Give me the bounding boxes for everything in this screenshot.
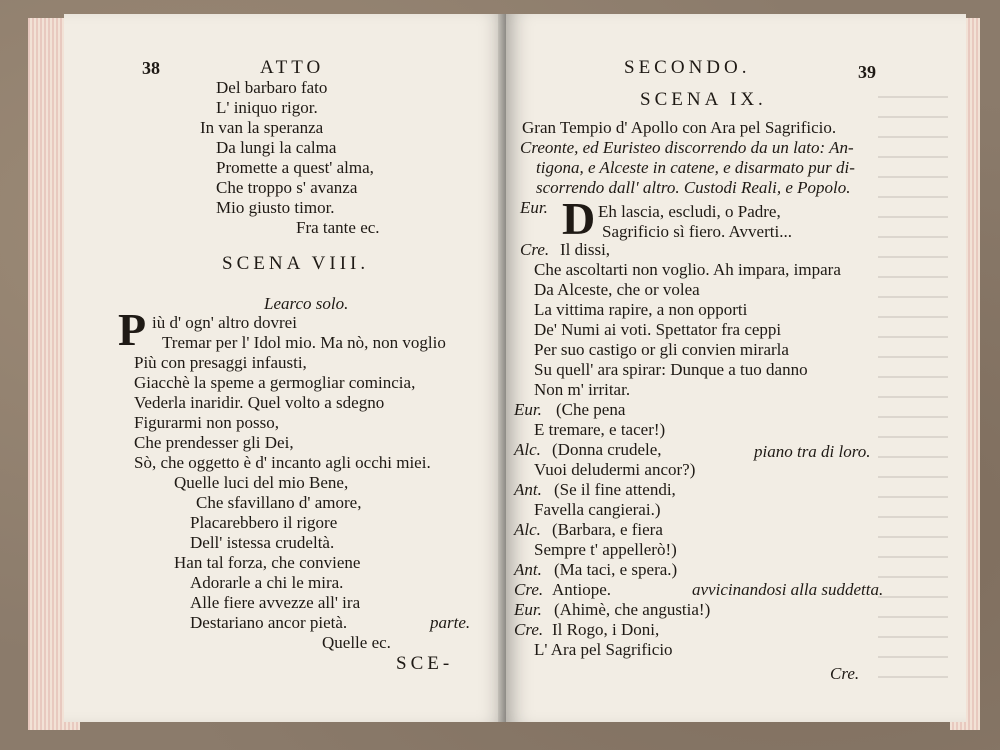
speech-line: Eh lascia, escludi, o Padre, (598, 202, 781, 221)
speech-line: Sagrificio sì fiero. Avverti... (602, 222, 792, 241)
speech-line: Vederla inaridir. Quel volto a sdegno (134, 393, 385, 412)
speech-line: Tremar per l' Idol mio. Ma nò, non voglio (162, 333, 446, 352)
stage-direction: Creonte, ed Euristeo discorrendo da un lato: An- (520, 138, 854, 157)
fra-tante-line: Fra tante ec. (296, 218, 380, 237)
speaker-label: Alc. (514, 440, 541, 459)
verse-line: Mio giusto timor. (216, 198, 335, 217)
speech-line: Giacchè la speme a germogliar comincia, (134, 373, 416, 392)
right-page (506, 14, 966, 722)
aria-line: Placarebbero il rigore (190, 513, 338, 532)
speech-line: iù d' ogn' altro dovrei (152, 313, 297, 332)
aria-line: Alle fiere avvezze all' ira (190, 593, 361, 612)
verse-line: In van la speranza (200, 118, 324, 137)
page-number-right: 39 (858, 62, 876, 82)
verse-line: Da lungi la calma (216, 138, 337, 157)
scene-setting: Gran Tempio d' Apollo con Ara pel Sagrificio. (522, 118, 837, 137)
speech-line: L' Ara pel Sagrificio (534, 640, 673, 659)
speech-line: Per suo castigo or gli convien mirarla (534, 340, 789, 359)
speech-line: Più con presaggi infausti, (134, 353, 307, 372)
speaker-label: Eur. (514, 400, 542, 419)
page-number-left: 38 (142, 58, 160, 78)
speaker-label: Cre. (520, 240, 550, 259)
speech-line: Vuoi deludermi ancor?) (534, 460, 696, 479)
speech-line: Da Alceste, che or volea (534, 280, 700, 299)
aria-line: Han tal forza, che conviene (174, 553, 361, 572)
quelle-line: Quelle ec. (322, 633, 391, 652)
show-through-text (878, 82, 948, 682)
verse-line: Che troppo s' avanza (216, 178, 358, 197)
aria-line: Che sfavillano d' amore, (196, 493, 362, 512)
stage-direction: tigona, e Alceste in catene, e disarmato pur di- (536, 158, 855, 177)
stage-direction: Learco solo. (264, 294, 349, 313)
stage-direction-parte: parte. (430, 613, 471, 632)
speech-line: Su quell' ara spirar: Dunque a tuo danno (534, 360, 808, 379)
speech-line: E tremare, e tacer!) (534, 420, 666, 439)
verse-line: Promette a quest' alma, (216, 158, 374, 177)
left-page (64, 14, 506, 722)
speech-line: (Se il fine attendi, (554, 480, 676, 499)
speech-line: (Che pena (556, 400, 626, 419)
speech-line: Che ascoltarti non voglio. Ah impara, impara (534, 260, 841, 279)
speech-line: Favella cangierai.) (534, 500, 661, 519)
speaker-label: Eur. (514, 600, 542, 619)
aria-line: Destariano ancor pietà. (190, 613, 348, 632)
speech-line: (Donna crudele, (552, 440, 662, 459)
aside-direction: avvicinandosi alla suddetta. (692, 580, 884, 599)
speech-line: (Barbara, e fiera (552, 520, 663, 539)
aria-line: Adorarle a chi le mira. (190, 573, 344, 592)
speech-line: Sò, che oggetto è d' incanto agli occhi miei. (134, 453, 431, 472)
aria-line: Quelle luci del mio Bene, (174, 473, 349, 492)
speech-line: (Ahimè, che angustia!) (554, 600, 711, 619)
scene-title-viii: SCENA VIII. (222, 253, 370, 274)
speech-line: Sempre t' appellerò!) (534, 540, 677, 559)
speaker-label: Cre. (514, 580, 544, 599)
speaker-label: Ant. (514, 480, 542, 499)
speech-line: Che prendesser gli Dei, (134, 433, 294, 452)
verse-line: L' iniquo rigor. (216, 98, 318, 117)
speech-line: La vittima rapire, a non opporti (534, 300, 748, 319)
speech-line: Non m' irritar. (534, 380, 631, 399)
speech-line: Il Rogo, i Doni, (552, 620, 660, 639)
speech-line: De' Numi ai voti. Spettator fra ceppi (534, 320, 782, 339)
scene-title-ix: SCENA IX. (640, 89, 767, 110)
speaker-label: Eur. (520, 198, 548, 217)
speech-line: Il dissi, (560, 240, 611, 259)
speech-line: Antiope. (552, 580, 612, 599)
speech-line: Figurarmi non posso, (134, 413, 279, 432)
verse-line: Del barbaro fato (216, 78, 328, 97)
aside-direction: piano tra di loro. (754, 442, 871, 461)
speaker-label: Cre. (514, 620, 544, 639)
dropcap-d: D (562, 193, 596, 244)
running-header-right: SECONDO. (624, 57, 751, 78)
stage-direction: scorrendo dall' altro. Custodi Reali, e Popolo. (536, 178, 851, 197)
catchword-left: SCE- (396, 653, 454, 674)
catchword-right: Cre. (830, 664, 860, 683)
speaker-label: Alc. (514, 520, 541, 539)
aria-line: Dell' istessa crudeltà. (190, 533, 335, 552)
speech-line: (Ma taci, e spera.) (554, 560, 678, 579)
running-header-left: ATTO (260, 57, 325, 78)
dropcap-p: P (118, 304, 147, 355)
speaker-label: Ant. (514, 560, 542, 579)
